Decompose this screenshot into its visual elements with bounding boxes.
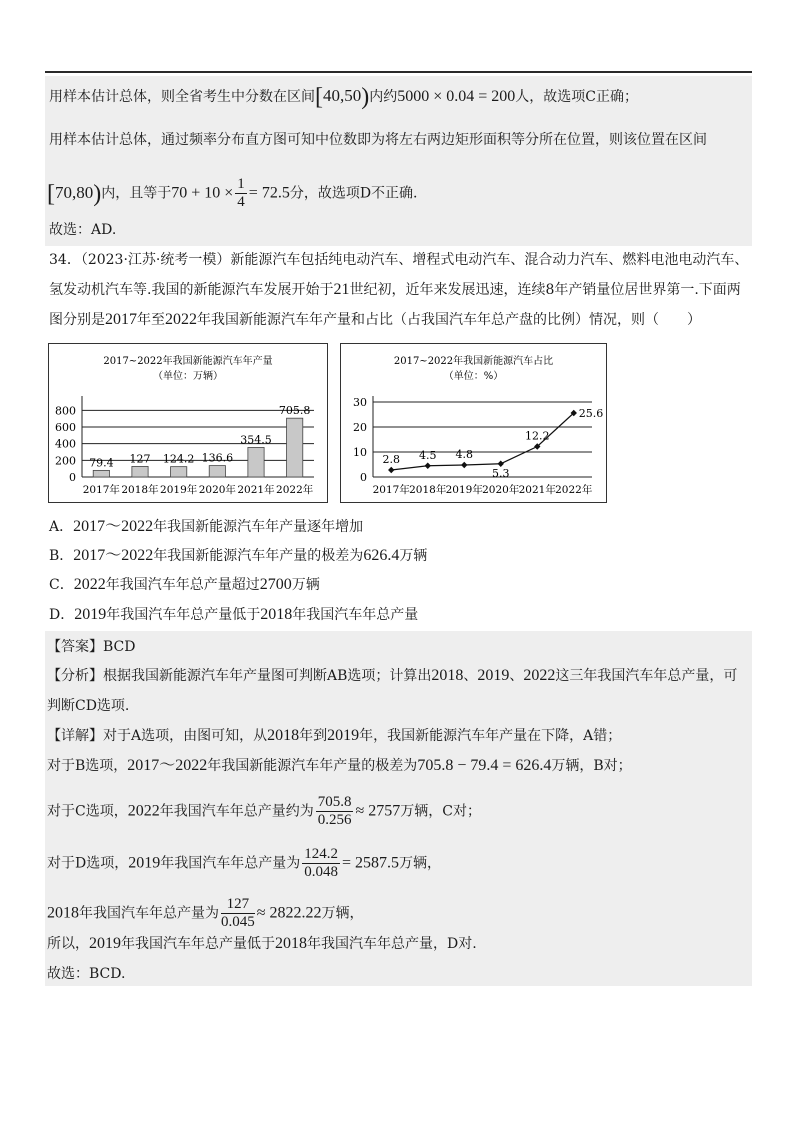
data-label: 79.4 — [89, 456, 114, 470]
answer-line — [47, 637, 135, 657]
question-text: 氢发动机汽车等.我国的新能源汽车发展开始于 — [49, 282, 334, 298]
detail-text: 年我国汽车年总产量为 — [160, 855, 301, 872]
intro-conclusion: 故选：AD. — [49, 222, 117, 238]
final-answer-line — [47, 964, 125, 984]
question-line-1 — [49, 250, 748, 270]
option-text: 年我国汽车年总产量超过 — [105, 577, 260, 593]
option-text: 年我国汽车年总产量 — [292, 607, 419, 623]
bar — [132, 466, 148, 477]
math-expression: = 2587.5 — [341, 854, 400, 872]
detail-text: 万辆， — [321, 905, 364, 922]
x-tick-label: 2022年 — [555, 484, 593, 496]
option-letter: B． — [49, 548, 74, 564]
detail-text: 年我国汽车年总产量为 — [79, 905, 219, 922]
math-number: 2022 — [165, 311, 197, 328]
data-label: 25.6 — [578, 407, 604, 420]
option-letter: D． — [49, 607, 75, 623]
analysis-text: 判断CD选项. — [47, 698, 130, 714]
data-point — [425, 463, 431, 469]
fraction-numerator: 124.2 — [304, 846, 338, 862]
detail-line-3 — [47, 794, 481, 829]
fraction — [221, 896, 255, 931]
y-tick-label: 10 — [353, 446, 367, 459]
question-line-3 — [49, 310, 701, 330]
x-tick-label: 2019年 — [445, 484, 483, 496]
fraction-numerator: 1 — [237, 176, 245, 192]
math-number: 2017～2022 — [73, 547, 154, 564]
detail-text: 年我国新能源汽车年产量的极差为 — [207, 758, 418, 774]
detail-line-1 — [47, 726, 621, 746]
option-a — [49, 517, 363, 537]
interval-40-50: [40,50) — [315, 84, 370, 110]
answer-label: 【答案】 — [47, 639, 103, 655]
x-tick-label: 2022年 — [276, 484, 314, 496]
answer-value: BCD — [103, 639, 136, 655]
data-label: 136.6 — [201, 451, 234, 465]
detail-text: 年，我国新能源汽车年产量在下降，A错； — [359, 728, 622, 744]
detail-text: 年到 — [299, 728, 328, 744]
fraction — [235, 176, 247, 211]
option-text: 年我国汽车年总产量低于 — [106, 607, 261, 623]
x-tick-label: 2020年 — [198, 484, 236, 496]
math-expression: = 72.5 — [248, 184, 290, 202]
detail-line-5 — [47, 896, 364, 931]
intro-text: 人，故选项C正确； — [515, 89, 639, 105]
math-expression: 705.8 − 79.4 = 626.4 — [417, 757, 552, 774]
fraction-denominator: 0.256 — [317, 812, 352, 828]
x-tick-label: 2017年 — [82, 484, 120, 496]
analysis-line-1 — [47, 666, 737, 686]
interval-value: 70,80 — [55, 182, 94, 202]
intro-line-2 — [49, 130, 707, 150]
option-text: 年我国新能源汽车年产量逐年增加 — [153, 519, 364, 535]
detail-text: 万辆， — [399, 855, 442, 872]
chart-production-svg — [49, 344, 327, 502]
x-tick-label: 2019年 — [160, 484, 198, 496]
x-tick-label: 2021年 — [518, 484, 556, 496]
detail-text: 万辆，B对； — [551, 758, 632, 774]
y-tick-label: 30 — [353, 396, 367, 409]
data-label: 4.8 — [455, 448, 473, 461]
chart-share — [340, 343, 607, 503]
data-point — [388, 467, 394, 473]
question-text: 年至 — [137, 312, 165, 328]
bar — [209, 466, 225, 477]
chart-title: 2017~2022年我国新能源汽车年产量 — [103, 356, 273, 367]
math-number: 2017 — [105, 311, 137, 328]
chart-subtitle: （单位：万辆） — [153, 371, 223, 382]
fraction-numerator: 705.8 — [317, 794, 352, 810]
detail-line-2 — [47, 756, 632, 776]
data-label: 12.2 — [525, 429, 550, 443]
math-number: 2019 — [327, 727, 360, 744]
detail-text: 年我国汽车年总产量约为 — [159, 803, 314, 820]
math-number: 626.4 — [363, 547, 400, 564]
detail-text: 年我国汽车年总产量低于 — [121, 936, 275, 952]
intro-line-3 — [47, 176, 418, 211]
fraction — [316, 794, 354, 829]
x-tick-label: 2021年 — [237, 484, 275, 496]
analysis-line-2 — [47, 696, 129, 716]
data-label: 4.5 — [419, 448, 437, 462]
question-text: 图分别是 — [49, 312, 105, 328]
y-tick-label: 20 — [353, 421, 367, 434]
detail-line-6 — [47, 934, 477, 954]
option-c — [49, 575, 320, 595]
fraction-numerator: 127 — [221, 896, 255, 914]
question-text: 年我国新能源汽车年产量和占比（占我国汽车年总产盘的比例）情况，则（ ） — [197, 312, 701, 328]
fraction-denominator: 4 — [237, 194, 245, 210]
math-number: 2019 — [89, 935, 121, 952]
option-letter: A． — [49, 519, 74, 535]
final-answer: 故选：BCD. — [47, 966, 126, 982]
option-d — [49, 605, 418, 625]
interval-value: 40,50 — [323, 86, 362, 105]
y-tick-label: 0 — [69, 471, 76, 484]
detail-label: 【详解】 — [47, 728, 103, 744]
intro-text: 用样本估计总体，通过频率分布直方图可知中位数即为将左右两边矩形面积等分所在位置，则该位置在区间 — [49, 132, 707, 148]
data-label: 127 — [129, 452, 151, 466]
fraction-denominator: 0.048 — [304, 864, 338, 880]
chart-subtitle: （单位：%） — [443, 371, 504, 382]
top-rule — [45, 71, 752, 73]
analysis-text: 这三年我国汽车年总产量，可 — [555, 668, 738, 684]
math-number: 2018 — [47, 904, 79, 922]
math-expression: 5000 × 0.04 = 200 — [397, 88, 516, 105]
chart-title: 2017~2022年我国新能源汽车占比 — [393, 356, 554, 367]
data-label: 354.5 — [240, 433, 272, 447]
math-number: 2017～2022 — [127, 757, 208, 774]
detail-text: 对于B选项， — [47, 758, 128, 774]
bar — [248, 447, 264, 477]
question-text: （2023·江苏·统考一模）新能源汽车包括纯电动汽车、增程式电动汽车、混合动力汽车、燃料电池电动汽车、 — [80, 252, 749, 268]
interval-70-80: [70,80) — [47, 180, 102, 207]
math-number: 2018 — [275, 935, 307, 952]
option-text: 万辆 — [291, 577, 320, 593]
option-letter: C． — [49, 577, 74, 593]
math-expression: ≈ 2822.22 — [256, 904, 322, 922]
bar — [287, 418, 303, 477]
data-label: 2.8 — [382, 453, 400, 466]
x-tick-label: 2017年 — [372, 484, 410, 496]
math-number: 2019 — [74, 606, 107, 623]
math-expression: ≈ 2757 — [355, 802, 401, 820]
math-number: 2017～2022 — [73, 518, 154, 535]
y-tick-label: 0 — [360, 471, 367, 484]
math-number: 2019 — [128, 854, 161, 872]
detail-text: 对于C选项， — [47, 803, 128, 820]
analysis-text: 、 — [463, 668, 478, 684]
math-number: 2018 — [267, 727, 300, 744]
math-number: 21 — [333, 281, 350, 298]
y-tick-label: 400 — [55, 437, 76, 451]
x-tick-label: 2018年 — [409, 484, 447, 496]
intro-text: 分，故选项D不正确. — [289, 185, 418, 202]
math-number: 2022 — [73, 576, 106, 593]
data-label: 5.3 — [492, 466, 510, 480]
y-tick-label: 200 — [55, 454, 76, 468]
intro-text: 内，且等于 — [101, 185, 172, 202]
data-label: 705.8 — [278, 404, 311, 418]
option-text: 万辆 — [399, 548, 428, 564]
option-text: 年我国新能源汽车年产量的极差为 — [153, 548, 364, 564]
intro-text: 用样本估计总体，则全省考生中分数在区间 — [49, 89, 315, 105]
intro-line-1 — [49, 84, 639, 110]
math-number: 2019 — [477, 667, 510, 684]
bar — [171, 467, 187, 477]
detail-text: 对于D选项， — [47, 855, 129, 872]
analysis-label: 【分析】 — [47, 668, 103, 684]
math-number: 2022 — [523, 667, 556, 684]
question-number: 34． — [49, 252, 81, 268]
question-line-2 — [49, 280, 741, 300]
math-number: 2018 — [260, 606, 293, 623]
math-number: 2700 — [259, 576, 292, 593]
y-tick-label: 600 — [55, 421, 76, 434]
x-tick-label: 2018年 — [121, 484, 159, 496]
fraction-denominator: 0.045 — [221, 914, 255, 930]
detail-text: 万辆，C对； — [400, 803, 481, 820]
option-b — [49, 546, 427, 566]
fraction — [302, 846, 340, 881]
x-tick-label: 2020年 — [482, 484, 520, 496]
detail-text: 对于A选项，由图可知，从 — [103, 728, 268, 744]
data-point — [461, 462, 467, 468]
question-text: 世纪初，近年来发展迅速，连续8年产销量位居世界第一.下面两 — [349, 282, 741, 298]
detail-text: 所以， — [47, 936, 89, 952]
analysis-text: 、 — [509, 668, 524, 684]
math-number: 2018 — [431, 667, 464, 684]
data-label: 124.2 — [162, 452, 195, 466]
intro-text: 内约 — [369, 89, 398, 105]
detail-line-4 — [47, 846, 441, 881]
math-number: 2022 — [127, 802, 160, 820]
math-expression: 70 + 10 × — [171, 184, 234, 202]
analysis-text: 根据我国新能源汽车年产量图可判断AB选项；计算出 — [103, 668, 432, 684]
chart-production — [48, 343, 328, 503]
bar — [93, 470, 109, 477]
intro-line-4 — [49, 220, 116, 240]
detail-text: 年我国汽车年总产量，D对. — [307, 936, 477, 952]
chart-share-svg — [341, 344, 606, 502]
y-tick-label: 800 — [55, 404, 76, 418]
